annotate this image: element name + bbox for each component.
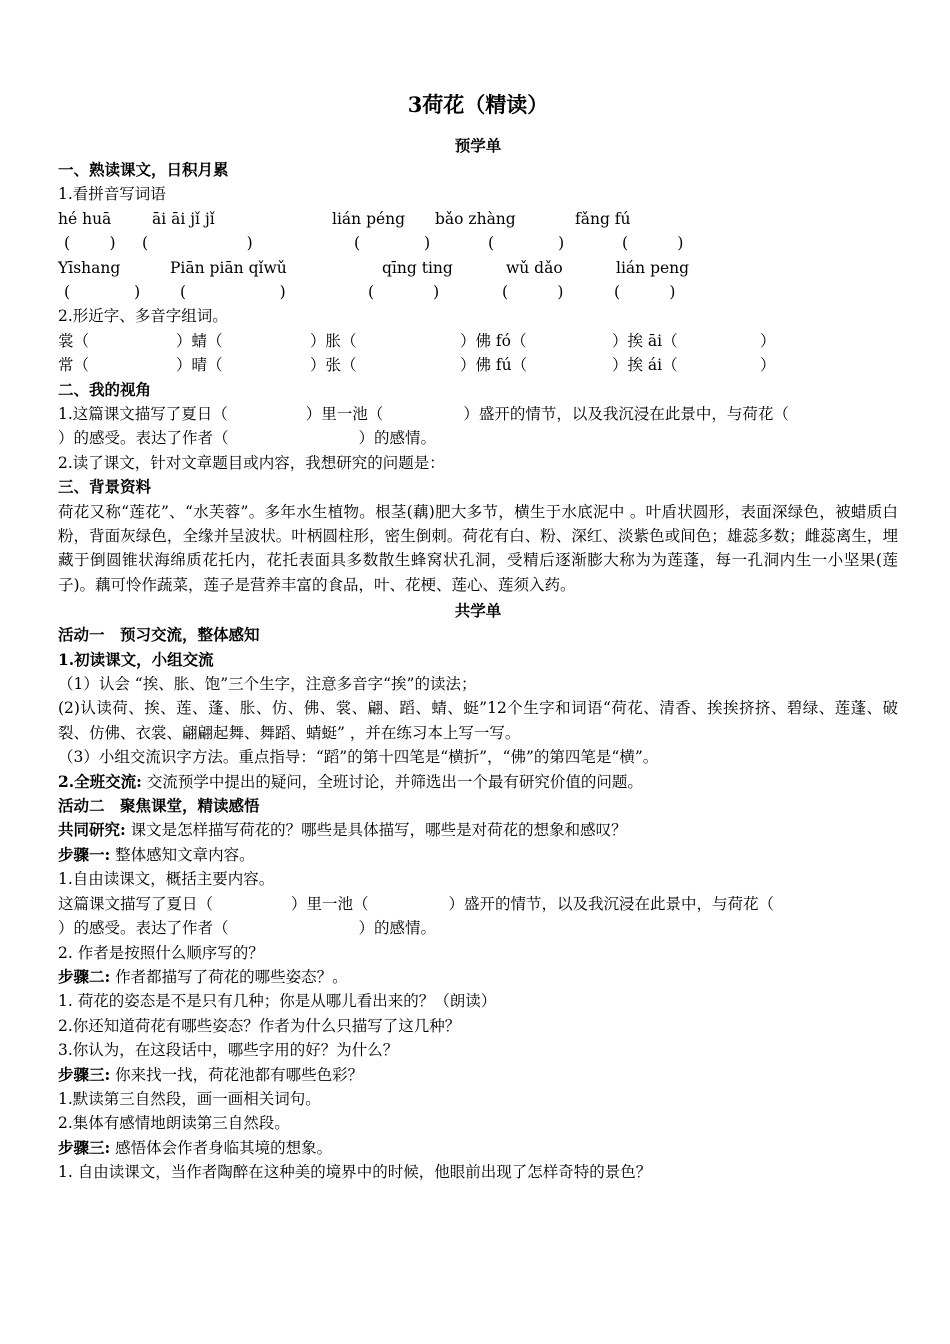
section-3-title: 三、背景资料 bbox=[58, 477, 152, 497]
pinyin-row-1 bbox=[58, 207, 898, 231]
step-2-q1: 1. 荷花的姿态是不是只有几种；你是从哪儿看出来的？（朗读） bbox=[58, 992, 497, 1011]
text: 作者都描写了荷花的哪些姿态？。 bbox=[110, 967, 348, 986]
pinyin-item: bǎo zhàng bbox=[435, 209, 516, 228]
label: 共同研究: bbox=[58, 820, 126, 840]
pinyin-item: Piān piān qǐwǔ bbox=[170, 258, 287, 277]
research-question-prompt: 2.读了课文，针对文章题目或内容，我想研究的问题是： bbox=[58, 453, 445, 472]
fill-sentence-line-2 bbox=[58, 426, 898, 450]
pinyin-item: wǔ dǎo bbox=[506, 258, 563, 277]
pinyin-item: fǎng fú bbox=[575, 209, 631, 228]
activity-1-sub1: 1.初读课文，小组交流 bbox=[58, 649, 214, 669]
text-fragment: 这篇课文描写了夏日（ bbox=[58, 894, 214, 913]
activity-1-item-1: （1）认会 “挨、胀、饱”三个生字，注意多音字“挨”的读法； bbox=[58, 675, 477, 694]
text: 课文是怎样描写荷花的？哪些是具体描写，哪些是对荷花的想象和感叹？ bbox=[125, 821, 627, 840]
section-1-title: 一、熟读课文，日积月累 bbox=[58, 160, 229, 179]
pair-cell: ） bbox=[760, 331, 776, 350]
pinyin-item: lián peng bbox=[616, 258, 690, 277]
label: 步骤三: bbox=[58, 1064, 111, 1084]
text-fragment: ）里一池（ bbox=[291, 894, 369, 913]
step-1-fill-line-1 bbox=[58, 892, 898, 916]
answer-blank[interactable]: ( ) bbox=[622, 234, 684, 253]
step-3-q1: 1.默读第三自然段，画一画相关词句。 bbox=[58, 1089, 321, 1108]
question-word-groups: 2.形近字、多音字组词。 bbox=[58, 307, 228, 326]
step-4 bbox=[58, 1136, 898, 1160]
answer-blank[interactable]: ( ) bbox=[142, 234, 253, 253]
answer-blanks-row-2 bbox=[58, 280, 898, 304]
answer-blank[interactable]: ( ) bbox=[488, 234, 565, 253]
pinyin-item: qīng ting bbox=[382, 258, 453, 277]
pinyin-item: lián péng bbox=[332, 209, 406, 228]
text-fragment: ）的感受。表达了作者（ bbox=[58, 429, 229, 448]
activity-1-title: 活动一 预习交流，整体感知 bbox=[58, 625, 260, 645]
text-fragment: ）的感受。表达了作者（ bbox=[58, 919, 229, 938]
text-fragment: ）盛开的情节，以及我沉浸在此景中，与荷花（ bbox=[448, 894, 775, 913]
pinyin-item: āi āi jǐ jǐ bbox=[152, 209, 215, 228]
pinyin-row-2 bbox=[58, 256, 898, 280]
label: 2.全班交流: bbox=[58, 771, 142, 791]
background-text: 荷花又称“莲花”、“水芙蓉”。多年水生植物。根茎(藕)肥大多节，横生于水底泥中 。叶盾状圆形，表面深绿色，被蜡质白粉，背面灰绿色，全缘并呈波状。叶柄圆柱形，密生倒刺。荷花有白、粉、深红、淡紫色或间色；雄蕊多数；雌蕊离生，埋藏于倒圆锥状海绵质花托内，花托表面具多数散生蜂窝状孔洞，受精后逐渐膨大称为为莲蓬，每一孔洞内生一小坚果(莲子)。藕可怜作蔬菜，莲子是营养丰富的食品，叶、花梗、莲心、莲须入药。 bbox=[58, 502, 898, 594]
text: 感悟体会作者身临其境的想象。 bbox=[110, 1138, 333, 1157]
co-study-heading: 共学单 bbox=[454, 601, 502, 621]
step-2-q3: 3.你认为，在这段话中，哪些字用的好？为什么？ bbox=[58, 1041, 399, 1060]
answer-blank[interactable]: ( ) bbox=[614, 282, 676, 301]
text-fragment: ）里一池（ bbox=[305, 404, 384, 423]
text: 你来找一找，荷花池都有哪些色彩？ bbox=[110, 1065, 364, 1084]
pair-cell: ）挨 ái（ bbox=[612, 356, 678, 375]
word-pairs-row-2 bbox=[58, 353, 898, 377]
step-4-q1: 1. 自由读课文，当作者陶醉在这种美的境界中的时候，他眼前出现了怎样奇特的景色？ bbox=[58, 1163, 652, 1182]
page-title: 3荷花（精读） bbox=[407, 92, 549, 117]
text-fragment: ）的感情。 bbox=[358, 429, 437, 448]
document-page bbox=[58, 88, 898, 1185]
pair-cell: ）佛 fó（ bbox=[460, 331, 527, 350]
activity-2-title: 活动二 聚焦课堂，精读感悟 bbox=[58, 796, 260, 816]
text-fragment: 1.这篇课文描写了夏日（ bbox=[58, 404, 228, 423]
pair-cell: ）晴（ bbox=[176, 356, 223, 375]
answer-blank[interactable]: ( ) bbox=[368, 282, 440, 301]
pair-cell: ）胀（ bbox=[310, 331, 357, 350]
pre-study-heading: 预学单 bbox=[454, 136, 502, 155]
activity-1-item-2: (2)认读荷、挨、莲、蓬、胀、仿、佛、裳、翩、蹈、蜻、蜓”12个生字和词语“荷花、清香、挨挨挤挤、碧绿、莲蓬、破裂、仿佛、衣裳、翩翩起舞、舞蹈、蜻蜓” ，并在练习本上写一写。 bbox=[58, 699, 898, 742]
fill-sentence-line-1 bbox=[58, 402, 898, 426]
joint-research bbox=[58, 818, 898, 842]
step-1 bbox=[58, 843, 898, 867]
answer-blank[interactable]: ( ) bbox=[64, 282, 141, 301]
step-3 bbox=[58, 1063, 898, 1087]
pinyin-item: Yīshang bbox=[58, 258, 121, 277]
step-1-q2: 2. 作者是按照什么顺序写的？ bbox=[58, 943, 264, 962]
text: 交流预学中提出的疑问，全班讨论，并筛选出一个最有研究价值的问题。 bbox=[141, 772, 643, 791]
pair-cell: ）蜻（ bbox=[176, 331, 223, 350]
step-2 bbox=[58, 965, 898, 989]
text: 整体感知文章内容。 bbox=[110, 845, 255, 864]
pair-cell: ）挨 āi（ bbox=[612, 331, 678, 350]
step-3-q2: 2.集体有感情地朗读第三自然段。 bbox=[58, 1114, 290, 1133]
section-2-title: 二、我的视角 bbox=[58, 379, 152, 399]
text-fragment: ）的感情。 bbox=[358, 919, 437, 938]
activity-1-item-3: （3）小组交流识字方法。重点指导：“蹈”的第十四笔是“横折”，“佛”的第四笔是“横”。 bbox=[58, 748, 659, 767]
answer-blank[interactable]: ( ) bbox=[354, 234, 431, 253]
pair-cell: ）张（ bbox=[310, 356, 357, 375]
answer-blank[interactable]: ( ) bbox=[64, 234, 116, 253]
answer-blanks-row-1 bbox=[58, 231, 898, 255]
label: 步骤一: bbox=[58, 844, 111, 864]
pinyin-item: hé huā bbox=[58, 209, 112, 228]
label: 步骤三: bbox=[58, 1137, 111, 1157]
label: 步骤二: bbox=[58, 966, 111, 986]
answer-blank[interactable]: ( ) bbox=[502, 282, 564, 301]
answer-blank[interactable]: ( ) bbox=[180, 282, 286, 301]
step-1-fill-line-2 bbox=[58, 916, 898, 940]
step-2-q2: 2.你还知道荷花有哪些姿态？作者为什么只描写了这几种？ bbox=[58, 1016, 461, 1035]
pair-cell: ）佛 fú（ bbox=[460, 356, 528, 375]
pair-cell: 裳（ bbox=[58, 331, 90, 350]
activity-1-sub2 bbox=[58, 770, 898, 794]
pair-cell: 常（ bbox=[58, 356, 90, 375]
word-pairs-row-1 bbox=[58, 329, 898, 353]
text-fragment: ）盛开的情节，以及我沉浸在此景中，与荷花（ bbox=[463, 404, 789, 423]
question-pinyin: 1.看拼音写词语 bbox=[58, 185, 166, 204]
step-1-q1: 1.自由读课文，概括主要内容。 bbox=[58, 870, 275, 889]
pair-cell: ） bbox=[760, 356, 776, 375]
